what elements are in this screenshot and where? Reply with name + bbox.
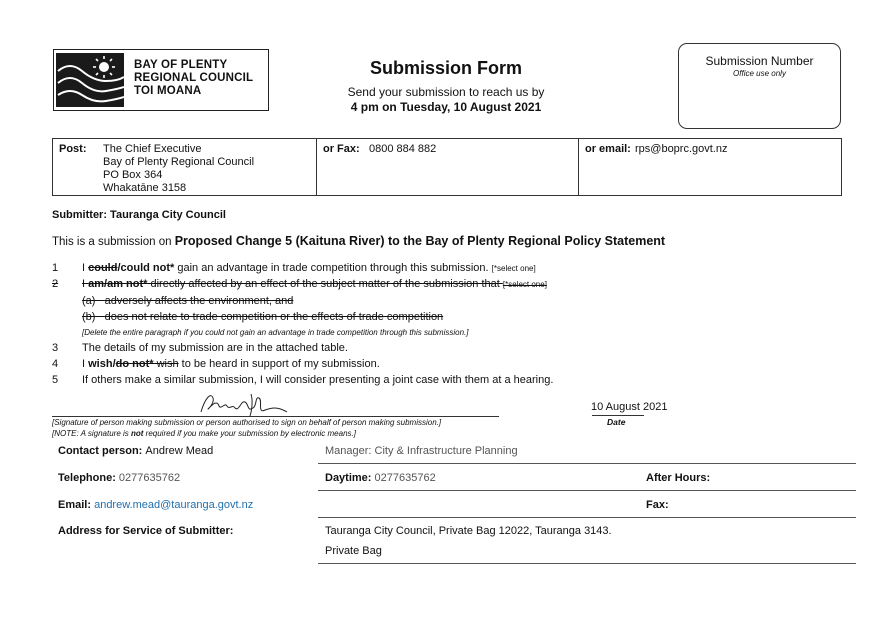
row-divider xyxy=(318,517,856,518)
item-4-struck: wish xyxy=(153,358,179,370)
signature-line xyxy=(52,416,499,417)
item-number: 5 xyxy=(52,374,59,386)
logo-line-3: TOI MOANA xyxy=(134,85,202,97)
item-number: 2 xyxy=(52,278,59,290)
service-address-line: Tauranga City Council, Private Bag 12022, Tauranga 3143. xyxy=(325,525,612,537)
item-5: If others make a similar submission, I will consider presenting a joint case with them at a hearing. xyxy=(82,374,554,386)
logo-wordmark xyxy=(134,59,253,98)
submission-topic xyxy=(52,234,665,248)
divider xyxy=(316,139,317,195)
deadline-date: 4 pm on Tuesday, 10 August 2021 xyxy=(350,100,542,114)
signature-image xyxy=(195,390,290,418)
item-number: 1 xyxy=(52,262,59,274)
telephone-label xyxy=(58,472,180,484)
office-use-note: Office use only xyxy=(733,69,786,78)
submission-number-label: Submission Number xyxy=(705,54,814,68)
item-2b-text: does not relate to trade competition or the effects of trade competition xyxy=(104,311,444,323)
esignature-note xyxy=(52,429,356,438)
signature-note: [Signature of person making submission or person authorised to sign on behalf of person making submission.] xyxy=(52,418,442,427)
page-title: Submission Form xyxy=(369,58,522,78)
post-line: PO Box 364 xyxy=(103,169,163,181)
signature-date: 10 August 2021 xyxy=(591,401,668,413)
fax-field-label: Fax: xyxy=(646,499,669,511)
item-1-note: [*select one] xyxy=(491,264,536,273)
note-emphasis: not xyxy=(131,429,144,438)
item-4 xyxy=(82,358,380,371)
item-1-choice: /could not* xyxy=(117,262,175,274)
sun-waves-icon xyxy=(56,53,124,107)
logo-line-1: BAY OF PLENTY xyxy=(134,59,228,71)
contact-person-value: Andrew Mead xyxy=(145,445,214,457)
date-line xyxy=(592,415,644,416)
submission-number-box xyxy=(678,43,841,129)
label-text: Email: xyxy=(58,499,92,511)
email-label: or email: xyxy=(585,143,631,155)
address-table xyxy=(52,138,842,196)
item-2 xyxy=(82,278,547,291)
item-2a-text: adversely affects the environment, and xyxy=(104,295,294,307)
row-divider xyxy=(318,463,856,464)
email-link[interactable]: andrew.mead@tauranga.govt.nz xyxy=(94,499,254,511)
email-field-label xyxy=(58,499,253,511)
item-2-note: [*select one] xyxy=(502,280,547,289)
item-1-struck: could xyxy=(88,262,118,274)
post-line: Whakatāne 3158 xyxy=(103,182,187,194)
note-post: required if you make your submission by electronic means.] xyxy=(143,429,356,438)
item-4-text: to be heard in support of my submission. xyxy=(178,358,380,370)
item-2-text: directly affected by an effect of the subject matter of the submission that xyxy=(147,278,503,290)
delete-note: [Delete the entire paragraph if you could not gain an advantage in trade competition through this submission.] xyxy=(82,328,469,337)
service-address-label: Address for Service of Submitter: xyxy=(58,525,234,537)
item-4-struck-choice: do not* xyxy=(115,358,154,370)
post-line: The Chief Executive xyxy=(103,143,202,155)
council-logo xyxy=(53,49,269,111)
date-label: Date xyxy=(607,417,626,427)
item-4-pre: I xyxy=(82,358,89,370)
item-number: 3 xyxy=(52,342,59,354)
item-2a xyxy=(82,295,293,308)
label-text: Contact person: xyxy=(58,445,143,457)
item-2a-label: (a) xyxy=(82,295,96,307)
note-pre: [NOTE: A signature is xyxy=(52,429,131,438)
proposal-title: Proposed Change 5 (Kaituna River) to the Bay of Plenty Regional Policy Statement xyxy=(174,234,666,248)
item-3: The details of my submission are in the attached table. xyxy=(82,342,348,354)
row-divider xyxy=(318,563,856,564)
item-2b xyxy=(82,311,443,324)
logo-line-2: REGIONAL COUNCIL xyxy=(134,72,254,84)
post-line: Bay of Plenty Regional Council xyxy=(103,156,255,168)
item-1-text: gain an advantage in trade competition through this submission. xyxy=(174,262,492,274)
contact-person-label xyxy=(58,445,213,457)
service-address-line: Private Bag xyxy=(325,545,382,557)
divider xyxy=(578,139,579,195)
item-1-pre: I xyxy=(82,262,89,274)
item-2-pre: I xyxy=(82,278,89,290)
email-value: rps@boprc.govt.nz xyxy=(635,143,728,155)
after-hours-label: After Hours: xyxy=(646,472,711,484)
telephone-value: 0277635762 xyxy=(118,472,181,484)
item-number: 4 xyxy=(52,358,59,370)
contact-role: Manager: City & Infrastructure Planning xyxy=(325,445,518,457)
item-1 xyxy=(82,262,536,275)
label-text: Telephone: xyxy=(58,472,116,484)
item-4-choice: wish/ xyxy=(88,358,116,370)
topic-intro: This is a submission on xyxy=(52,236,175,248)
row-divider xyxy=(318,490,856,491)
fax-value: 0800 884 882 xyxy=(369,143,437,155)
deadline-intro: Send your submission to reach us by xyxy=(347,85,545,99)
submitter-line: Submitter: Tauranga City Council xyxy=(52,209,226,221)
label-text: Daytime: xyxy=(325,472,372,484)
post-label: Post: xyxy=(59,143,87,155)
item-2-choice: am/am not* xyxy=(88,278,148,290)
fax-label: or Fax: xyxy=(323,143,360,155)
daytime-label xyxy=(325,472,436,484)
daytime-value: 0277635762 xyxy=(374,472,436,484)
item-2b-label: (b) xyxy=(82,311,96,323)
